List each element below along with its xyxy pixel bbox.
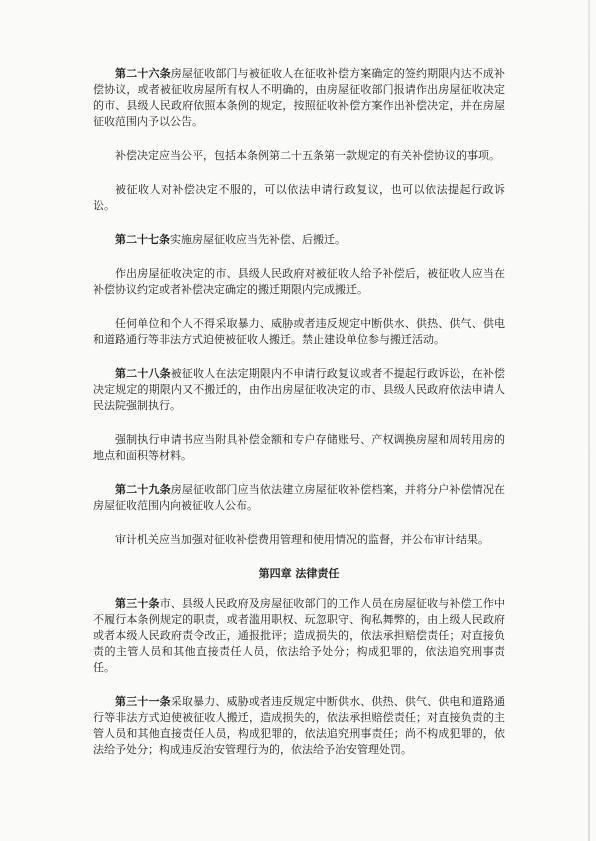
paragraph-text: 任何单位和个人不得采取暴力、威胁或者违反规定中断供水、供热、供气、供电和道路通行等非法方式迫使被征收人搬迁。禁止建设单位参与搬迁活动。 — [93, 317, 505, 346]
chapter-title: 第四章 法律责任 — [258, 567, 340, 580]
paragraph-text: 补偿决定应当公平，包括本条例第二十五条第一款规定的有关补偿协议的事项。 — [115, 149, 500, 162]
article-paragraph — [93, 66, 505, 130]
paragraphs-before-chapter — [93, 66, 505, 548]
paragraph-text: 实施房屋征收应当先补偿、后搬迁。 — [170, 233, 346, 246]
document-body — [93, 66, 505, 776]
article-paragraph — [93, 182, 505, 214]
article-paragraph — [93, 694, 505, 758]
paragraph-text: 审计机关应当加强对征收补偿费用管理和使用情况的监督，并公布审计结果。 — [115, 533, 489, 546]
paragraph-text: 房屋征收部门与被征收人在征收补偿方案确定的签约期限内达不成补偿协议，或者被征收房屋所有权人不明确的，由房屋征收部门报请作出房屋征收决定的市、县级人民政府依照本条例的规定，按照征收补偿方案作出补偿决定，并在房屋征收范围内予以公告。 — [93, 67, 506, 128]
article-number: 第三十条 — [115, 597, 160, 610]
article-paragraph — [93, 232, 505, 248]
article-number: 第二十九条 — [115, 483, 171, 496]
paragraph-text: 强制执行申请书应当附具补偿金额和专户存储账号、产权调换房屋和周转用房的地点和面积等材料。 — [93, 433, 505, 462]
article-number: 第三十一条 — [115, 695, 171, 708]
article-number: 第二十六条 — [115, 67, 171, 80]
paragraph-text: 被征收人在法定期限内不申请行政复议或者不提起行政诉讼，在补偿决定规定的期限内又不搬迁的，由作出房屋征收决定的市、县级人民政府依法申请人民法院强制执行。 — [93, 367, 506, 412]
article-paragraph — [93, 432, 505, 464]
paragraph-text: 采取暴力、威胁或者违反规定中断供水、供热、供气、供电和道路通行等非法方式迫使被征收人搬迁，造成损失的，依法承担赔偿责任；对直接负责的主管人员和其他直接责任人员，构成犯罪的，依法追究刑事责任；尚不构成犯罪的，依法给予处分；构成违反治安管理行为的，依法给予治安管理处罚。 — [93, 695, 506, 756]
article-paragraph — [93, 266, 505, 298]
paragraph-text: 房屋征收部门应当依法建立房屋征收补偿档案，并将分户补偿情况在房屋征收范围内向被征收人公布。 — [93, 483, 506, 512]
article-number: 第二十七条 — [115, 233, 170, 246]
article-paragraph — [93, 596, 505, 676]
paragraph-text: 作出房屋征收决定的市、县级人民政府对被征收人给予补偿后，被征收人应当在补偿协议约定或者补偿决定确定的搬迁期限内完成搬迁。 — [93, 267, 505, 296]
article-paragraph — [93, 316, 505, 348]
article-paragraph — [93, 148, 505, 164]
paragraphs-after-chapter — [93, 596, 505, 758]
paragraph-text: 市、县级人民政府及房屋征收部门的工作人员在房屋征收与补偿工作中不履行本条例规定的职责，或者滥用职权、玩忽职守、徇私舞弊的，由上级人民政府或者本级人民政府责令改正，通报批评；造成损失的，依法承担赔偿责任；对直接负责的主管人员和其他直接责任人员，依法给予处分；构成犯罪的，依法追究刑事责任。 — [93, 597, 506, 674]
scan-edge-shadow — [588, 0, 590, 841]
article-paragraph — [93, 532, 505, 548]
article-number: 第二十八条 — [115, 367, 171, 380]
article-paragraph — [93, 482, 505, 514]
paragraph-text: 被征收人对补偿决定不服的，可以依法申请行政复议，也可以依法提起行政诉讼。 — [93, 183, 505, 212]
article-paragraph — [93, 366, 505, 414]
